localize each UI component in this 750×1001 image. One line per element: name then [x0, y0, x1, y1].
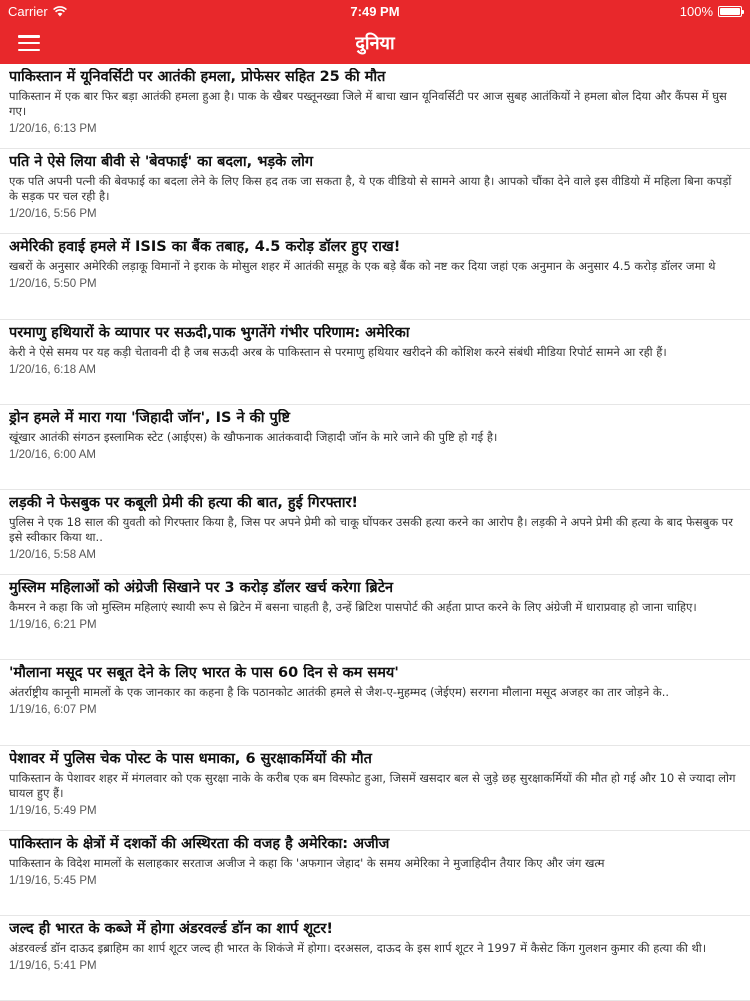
- article-title: 'मौलाना मसूद पर सबूत देने के लिए भारत के पास 60 दिन से कम समय': [9, 665, 399, 682]
- article-summary: एक पति अपनी पत्नी की बेवफाई का बदला लेने के लिए किस हद तक जा सकता है, ये एक वीडियो से सामने आया है। आपको चौंका देने वाले इस वीडियो में महिला बिना कपड़ों के सड़क पर चल रही है।: [9, 174, 732, 204]
- list-item[interactable]: [0, 149, 750, 234]
- article-list: [0, 64, 750, 1001]
- list-item[interactable]: [0, 831, 750, 916]
- status-time: 7:49 PM: [350, 3, 400, 19]
- article-timestamp: 1/19/16, 6:07 PM: [9, 704, 97, 717]
- article-timestamp: 1/20/16, 5:56 PM: [9, 208, 97, 221]
- article-summary: अंडरवर्ल्ड डॉन दाऊद इब्राहिम का शार्प शूटर जल्द ही भारत के शिकंजे में होगा। दरअसल, दाऊद के इस शार्प शूटर ने 1997 में कैसेट किंग गुलशन कुमार की हत्या की थी।: [9, 940, 707, 955]
- status-bar: [0, 0, 750, 22]
- list-item[interactable]: [0, 746, 750, 831]
- status-left: [8, 4, 67, 19]
- article-title: पेशावर में पुलिस चेक पोस्ट के पास धमाका, 6 सुरक्षाकर्मियों की मौत: [9, 750, 372, 767]
- list-item[interactable]: [0, 490, 750, 575]
- menu-line: [18, 49, 40, 52]
- article-title: पाकिस्तान में यूनिवर्सिटी पर आतंकी हमला, प्रोफेसर सहित 25 की मौत: [9, 69, 386, 85]
- article-timestamp: 1/19/16, 5:41 PM: [9, 959, 97, 972]
- battery-icon: [718, 6, 742, 17]
- wifi-icon: [53, 6, 67, 17]
- carrier-label: Carrier: [8, 3, 48, 19]
- article-timestamp: 1/20/16, 5:50 PM: [9, 278, 97, 291]
- list-item[interactable]: [0, 234, 750, 319]
- article-summary: पाकिस्तान के विदेश मामलों के सलाहकार सरताज अजीज ने कहा कि 'अफगान जेहाद' के समय अमेरिका ने मुजाहिदीन तैयार किए और जंग खत्म: [9, 855, 605, 870]
- nav-bar: [0, 22, 750, 64]
- article-timestamp: 1/20/16, 6:13 PM: [9, 123, 97, 135]
- article-title: जल्द ही भारत के कब्जे में होगा अंडरवर्ल्ड डॉन का शार्प शूटर!: [9, 920, 333, 937]
- list-item[interactable]: [0, 916, 750, 1001]
- article-summary: पाकिस्तान के पेशावर शहर में मंगलवार को एक सुरक्षा नाके के करीब एक बम विस्फोट हुआ, जिसमें खसदार बल से जुड़े छह सुरक्षाकर्मियों की मौत हो गई और 10 से ज्यादा लोग घायल हुए हैं।: [9, 770, 736, 800]
- article-title: पाकिस्तान के क्षेत्रों में दशकों की अस्थिरता की वजह है अमेरिका: अजीज: [9, 835, 390, 852]
- article-title: ड्रोन हमले में मारा गया 'जिहादी जॉन', IS ने की पुष्टि: [9, 409, 290, 426]
- battery-fill: [720, 8, 740, 15]
- battery-percent: 100%: [679, 3, 713, 19]
- article-summary: खूंखार आतंकी संगठन इस्लामिक स्टेट (आईएस) के खौफनाक आतंकवादी जिहादी जॉन के मारे जाने की पुष्टि हो गई है।: [9, 429, 498, 444]
- article-summary: अंतर्राष्ट्रीय कानूनी मामलों के एक जानकार का कहना है कि पठानकोट आतंकी हमले से जैश-ए-मुहम्मद (जेईएम) सरगना मौलाना मसूद अजहर का तार जोड़ने के..: [9, 685, 670, 700]
- status-right: [680, 4, 742, 19]
- article-summary: पाकिस्तान में एक बार फिर बड़ा आतंकी हमला हुआ है। पाक के खैबर पख्तूनख्वा जिले में बाचा खान यूनिवर्सिटी पर आज सुबह आतंकियों ने हमला बोल दिया और कैंपस में घुस गए।: [9, 89, 727, 118]
- article-timestamp: 1/20/16, 5:58 AM: [9, 548, 96, 561]
- article-timestamp: 1/20/16, 6:18 AM: [9, 363, 96, 376]
- article-timestamp: 1/19/16, 6:21 PM: [9, 619, 97, 632]
- article-summary: केरी ने ऐसे समय पर यह कड़ी चेतावनी दी है जब सऊदी अरब के पाकिस्तान से परमाणु हथियार खरीदने की कोशिश करने संबंधी मीडिया रिपोर्ट सामने आ रही हैं।: [9, 344, 667, 359]
- hamburger-menu-icon[interactable]: [18, 33, 40, 53]
- article-summary: पुलिस ने एक 18 साल की युवती को गिरफ्तार किया है, जिस पर अपने प्रेमी को चाकू घोंपकर उसकी हत्या करने का आरोप है। लड़की ने अपने प्रेमी की हत्या के बाद फेसबुक पर इसे स्वीकार किया था..: [9, 514, 733, 544]
- article-title: परमाणु हथियारों के व्यापार पर सऊदी,पाक भुगतेंगे गंभीर परिणाम: अमेरिका: [9, 324, 410, 341]
- list-item[interactable]: [0, 575, 750, 660]
- article-timestamp: 1/20/16, 6:00 AM: [9, 448, 96, 461]
- article-summary: कैमरन ने कहा कि जो मुस्लिम महिलाएं स्थायी रूप से ब्रिटेन में बसना चाहती है, उन्हें ब्रिटिश पासपोर्ट की अर्हता प्राप्त करने के लिए अंग्रेजी में धाराप्रवाह हो जाना चाहिए।: [9, 600, 697, 615]
- list-item[interactable]: [0, 64, 750, 149]
- article-timestamp: 1/19/16, 5:45 PM: [9, 874, 97, 887]
- article-summary: खबरों के अनुसार अमेरिकी लड़ाकू विमानों ने इराक के मोसुल शहर में आतंकी समूह के एक बड़े बैंक को नष्ट कर दिया जहां एक अनुमान के अनुसार 4.5 करोड़ डॉलर जमा थे: [9, 259, 716, 274]
- article-title: लड़की ने फेसबुक पर कबूली प्रेमी की हत्या की बात, हुई गिरफ्तार!: [9, 494, 359, 511]
- list-item[interactable]: [0, 405, 750, 490]
- article-timestamp: 1/19/16, 5:49 PM: [9, 804, 97, 817]
- menu-line: [18, 42, 40, 45]
- article-title: अमेरिकी हवाई हमले में ISIS का बैंक तबाह, 4.5 करोड़ डॉलर हुए राख!: [9, 239, 401, 256]
- article-title: मुस्लिम महिलाओं को अंग्रेजी सिखाने पर 3 करोड़ डॉलर खर्च करेगा ब्रिटेन: [9, 580, 394, 597]
- list-item[interactable]: [0, 660, 750, 745]
- article-title: पति ने ऐसे लिया बीवी से 'बेवफाई' का बदला, भड़के लोग: [9, 154, 314, 171]
- page-title: दुनिया: [355, 33, 395, 54]
- list-item[interactable]: [0, 320, 750, 405]
- menu-line: [18, 35, 40, 38]
